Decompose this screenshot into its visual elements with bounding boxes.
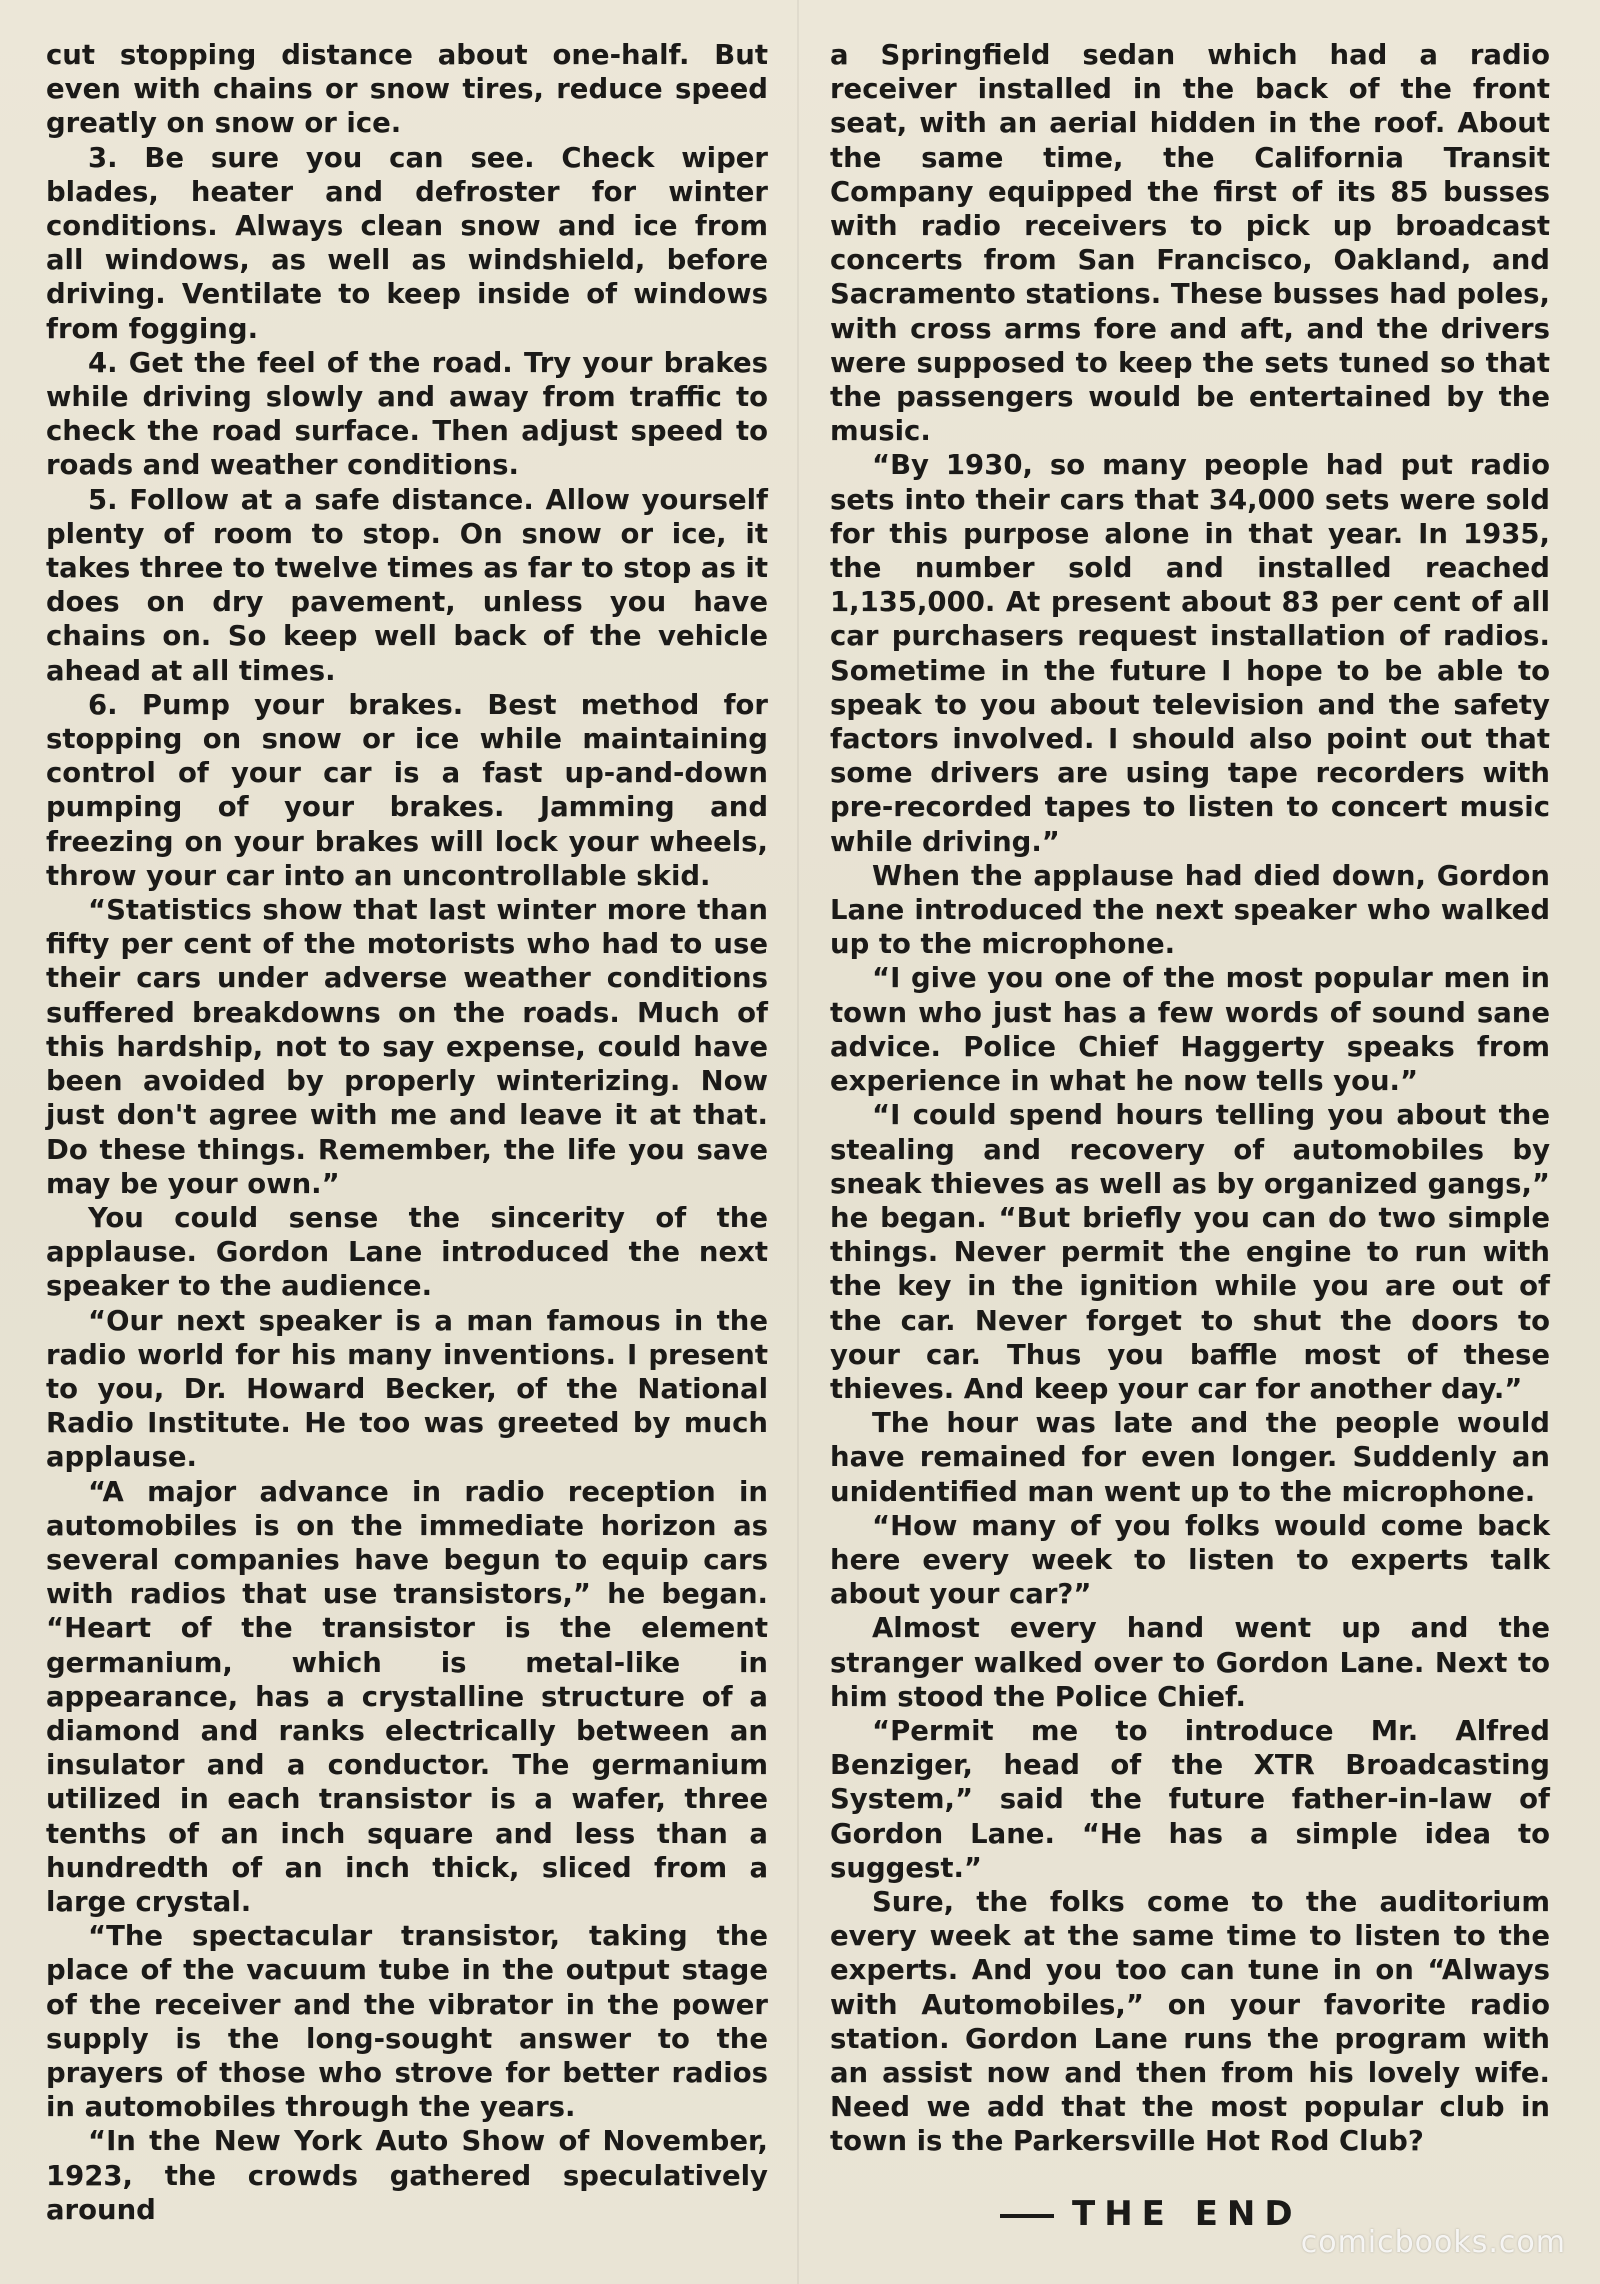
paragraph: “I give you one of the most popular men in town who just has a few words of sound sane advice. Police Chief Haggerty speaks from experience in what he now tells you.”	[830, 962, 1550, 1098]
paragraph: “I could spend hours telling you about the stealing and recovery of automobiles by sneak thieves as well as by organized gangs,” he began. “But briefly you can do two simple things. Never permit the engine to run with the key in the ignition while you are out of the car. Never forget to shut the doors to your car. Thus you baffle most of these thieves. And keep your car for another day.”	[830, 1099, 1550, 1405]
paragraph: “Permit me to introduce Mr. Alfred Benziger, head of the XTR Broadcasting System,” said the future father-in-law of Gordon Lane. “He has a simple idea to suggest.”	[830, 1714, 1550, 1884]
paragraph: “A major advance in radio reception in automobiles is on the immediate horizon as several companies have begun to equip cars with radios that use transistors,” he began. “Heart of the transistor is the element germanium, which is metal-like in appearance, has a crystalline structure of a diamond and ranks electrically between an insulator and a conductor. The germanium utilized in each transistor is a wafer, three tenths of an inch square and less than a hundredth of an inch thick, sliced from a large crystal.	[46, 1475, 768, 1918]
paragraph: “By 1930, so many people had put radio sets into their cars that 34,000 sets were sold for this purpose alone in that year. In 1935, the number sold and installed reached 1,135,000. At present about 83 per cent of all car purchasers request installation of radios. Sometime in the future I hope to be able to speak to you about television and the safety factors involved. I should also point out that some drivers are using tape recorders with pre-recorded tapes to listen to concert music while driving.”	[830, 449, 1550, 858]
paragraph: 3. Be sure you can see. Check wiper blades, heater and defroster for winter conditions. Always clean snow and ice from all windows, as well as windshield, before driving. Ventilate to keep inside of windows from fogging.	[46, 141, 768, 345]
paragraph: “How many of you folks would come back here every week to listen to experts talk about your car?”	[830, 1509, 1550, 1611]
paragraph: 4. Get the feel of the road. Try your brakes while driving slowly and away from traffic to check the road surface. Then adjust speed to roads and weather conditions.	[46, 346, 768, 482]
paragraph: Almost every hand went up and the stranger walked over to Gordon Lane. Next to him stood the Police Chief.	[830, 1612, 1550, 1713]
right-text-column	[830, 38, 1550, 2159]
paragraph: cut stopping distance about one-half. But even with chains or snow tires, reduce speed greatly on snow or ice.	[46, 39, 768, 140]
paragraph: “Our next speaker is a man famous in the radio world for his many inventions. I present to you, Dr. Howard Becker, of the National Radio Institute. He too was greeted by much applause.	[46, 1304, 768, 1474]
paragraph: “In the New York Auto Show of November, 1923, the crowds gathered speculatively around	[46, 2125, 768, 2226]
paragraph: “The spectacular transistor, taking the place of the vacuum tube in the output stage of the receiver and the vibrator in the power supply is the long-sought answer to the prayers of those who strove for better radios in automobiles through the years.	[46, 1920, 768, 2124]
em-dash-rule	[1000, 2214, 1054, 2218]
paragraph: When the applause had died down, Gordon Lane introduced the next speaker who walked up to the microphone.	[830, 859, 1550, 961]
paragraph: Sure, the folks come to the auditorium every week at the same time to listen to the experts. And you too can tune in on “Always with Automobiles,” on your favorite radio station. Gordon Lane runs the program with an assist now and then from his lovely wife. Need we add that the most popular club in town is the Parkersville Hot Rod Club?	[830, 1885, 1550, 2158]
paragraph: 5. Follow at a safe distance. Allow yourself plenty of room to stop. On snow or ice, it takes three to twelve times as far to stop as it does on dry pavement, unless you have chains on. So keep well back of the vehicle ahead at all times.	[46, 483, 768, 687]
paragraph: 6. Pump your brakes. Best method for stopping on snow or ice while maintaining control of your car is a fast up-and-down pumping of your brakes. Jamming and freezing on your brakes will lock your wheels, throw your car into an uncontrollable skid.	[46, 688, 768, 892]
column-gutter	[797, 0, 799, 2284]
paragraph: “Statistics show that last winter more than fifty per cent of the motorists who had to use their cars under adverse weather conditions suffered breakdowns on the roads. Much of this hardship, not to say expense, could have been avoided by properly winterizing. Now just don't agree with me and leave it at that. Do these things. Remember, the life you save may be your own.”	[46, 894, 768, 1200]
paragraph: a Springfield sedan which had a radio receiver installed in the back of the front seat, with an aerial hidden in the roof. About the same time, the California Transit Company equipped the first of its 85 busses with radio receivers to pick up broadcast concerts from San Francisco, Oakland, and Sacramento stations. These busses had poles, with cross arms fore and aft, and the drivers were supposed to keep the sets tuned so that the passengers would be entertained by the music.	[830, 39, 1550, 448]
site-watermark: comicbooks.com	[1300, 2225, 1566, 2260]
the-end-mark	[1000, 2194, 1302, 2234]
end-label: THE END	[1072, 2194, 1302, 2234]
left-text-column	[46, 38, 768, 2227]
paragraph: The hour was late and the people would have remained for even longer. Suddenly an unidentified man went up to the microphone.	[830, 1407, 1550, 1508]
paragraph: You could sense the sincerity of the applause. Gordon Lane introduced the next speaker to the audience.	[46, 1201, 768, 1303]
